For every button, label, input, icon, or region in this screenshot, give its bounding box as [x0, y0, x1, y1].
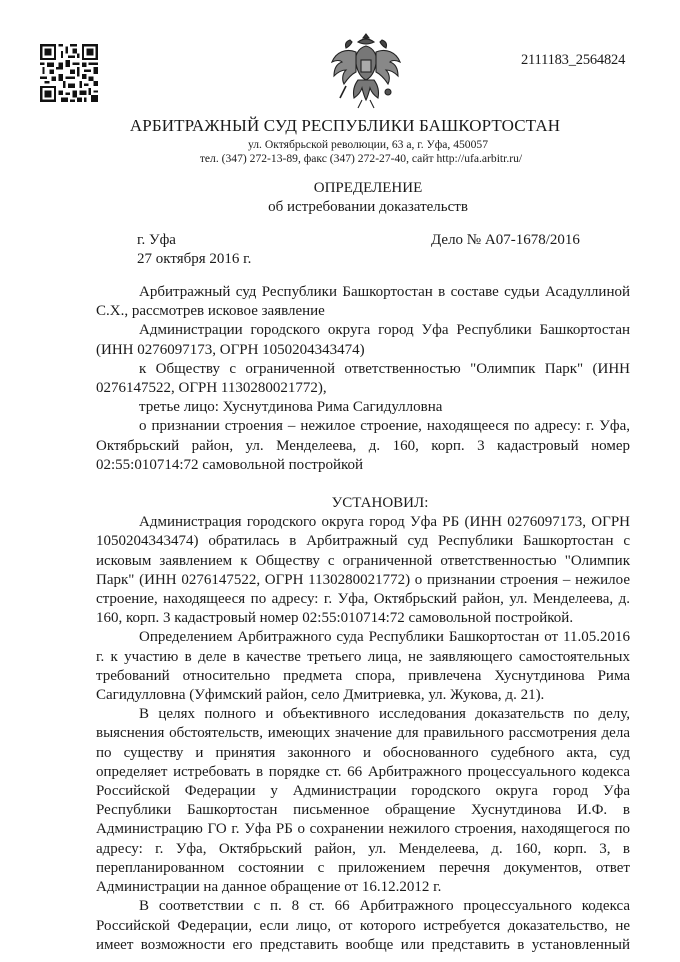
court-title: АРБИТРАЖНЫЙ СУД РЕСПУБЛИКИ БАШКОРТОСТАН	[129, 116, 561, 135]
qr-code-icon	[40, 44, 98, 102]
document-body	[96, 283, 630, 955]
document-id: 2111183_2564824	[521, 52, 626, 68]
case-number: Дело № А07-1678/2016	[431, 232, 580, 248]
document-type: ОПРЕДЕЛЕНИЕ	[313, 180, 423, 196]
document-subtitle: об истребовании доказательств	[268, 199, 468, 215]
court-address: ул. Октябрьской революции, 63 а, г. Уфа, 450057	[247, 138, 488, 151]
court-contacts: тел. (347) 272-13-89, факс (347) 272-27-40, сайт http://ufa.arbitr.ru/	[199, 152, 523, 165]
intro-paragraph: к Обществу с ограниченной ответственностью "Олимпик Парк" (ИНН 0276147522, ОГРН 1130280021772),	[96, 360, 630, 397]
intro-paragraph: третье лицо: Хуснутдинова Рима Сагидулловна	[139, 399, 443, 416]
body-paragraph: Определением Арбитражного суда Республики Башкортостан от 11.05.2016 г. к участию в деле в качестве третьего лица, не заявляющего самостоятельных требований относительно предмета спора, привлечена Хуснутдинова Рима Сагидулловна (Уфимский район, село Дмитриевка, ул. Жукова, д. 21).	[96, 629, 630, 704]
section-heading: УСТАНОВИЛ:	[331, 495, 429, 512]
russian-coat-of-arms-icon	[328, 30, 404, 110]
intro-paragraph: о признании строения – нежилое строение, находящееся по адресу: г. Уфа, Октябрьский район, ул. Менделеева, д. 160, корп. 3 кадастровый номер 02:55:010714:72 самовольной постройкой	[96, 418, 630, 473]
body-paragraph: Администрация городского округа город Уфа РБ (ИНН 0276097173, ОГРН 1050204343474) обратилась в Арбитражный суд Республики Башкортостан с исковым заявлением к Обществу с ограниченной ответственностью "Олимпик Парк" (ИНН 0276147522, ОГРН 1130280021772) о признании строения – нежилое строение, находящееся по адресу: г. Уфа, Октябрьский район, ул. Менделеева, д. 160, корп. 3 кадастровый номер 02:55:010714:72 самовольной постройкой.	[96, 514, 630, 627]
body-paragraph: В соответствии с п. 8 ст. 66 Арбитражного процессуального кодекса Российской Федерации, если лицо, от которого истребуется доказательство, не имеет возможности его представить вообще или представить в установленный	[96, 898, 630, 953]
body-paragraph: В целях полного и объективного исследования доказательств по делу, выяснения обстоятельств, имеющих значение для правильного рассмотрения дела по существу и принятия законного и обоснованного судебного акта, суд определяет истребовать в порядке ст. 66 Арбитражного процессуального кодекса Российской Федерации у Администрации городского округа город Уфа Республики Башкортостан письменное обращение Хуснутдинова И.Ф. в Администрацию ГО г. Уфа РБ о сохранении нежилого строения, находящегося по адресу: г. Уфа, Октябрьский район, ул. Менделеева, д. 160, корп. 3, в перепланированном состоянии с приложением перечня документов, ответ Администрации на данное обращение от 16.12.2012 г.	[96, 706, 630, 896]
document-date: 27 октября 2016 г.	[137, 251, 252, 267]
document-city: г. Уфа	[137, 232, 176, 248]
intro-paragraph: Администрации городского округа город Уфа Республики Башкортостан (ИНН 0276097173, ОГРН 1050204343474)	[96, 322, 630, 358]
intro-paragraph: Арбитражный суд Республики Башкортостан в составе судьи Асадуллиной С.Х., рассмотрев исковое заявление	[96, 284, 630, 320]
